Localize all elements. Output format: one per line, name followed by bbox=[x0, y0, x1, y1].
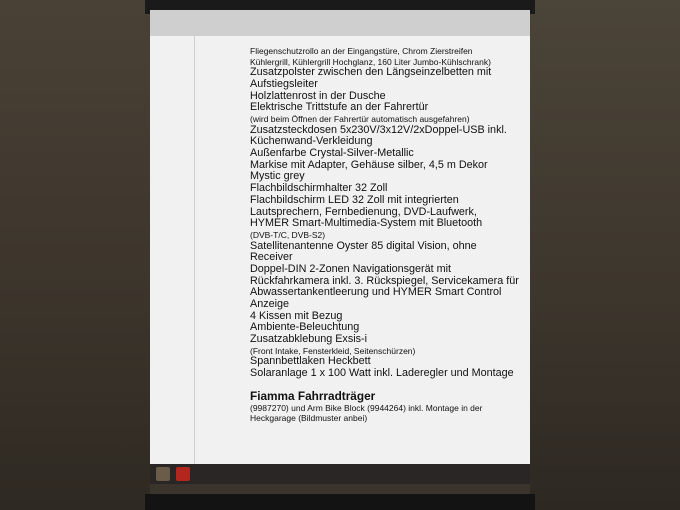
document-line: Ambiente-Beleuchtung bbox=[250, 321, 360, 334]
document-content bbox=[250, 46, 520, 424]
document-line: Kühlergrill, Kühlergrill Hochglanz, 160 Liter Jumbo-Kühlschrank) bbox=[250, 56, 491, 67]
document-line: Küchenwand-Verkleidung bbox=[250, 135, 373, 148]
app-icon[interactable] bbox=[156, 467, 170, 481]
document-line: Zusatzabklebung Exsis-i bbox=[250, 333, 368, 346]
document-line: Lautsprechern, Fernbedienung, DVD-Laufwerk, bbox=[250, 205, 477, 218]
document-line: Abwassertankentleerung und HYMER Smart Control bbox=[250, 286, 502, 299]
section-gap bbox=[250, 380, 520, 389]
photo-background-left bbox=[0, 0, 150, 510]
section-detail-line: Heckgarage (Bildmuster anbei) bbox=[250, 413, 368, 424]
document-line: Receiver bbox=[250, 251, 293, 264]
document-line: 4 Kissen mit Bezug bbox=[250, 309, 343, 322]
document-line: Spannbettlaken Heckbett bbox=[250, 355, 371, 368]
viewer-toolbar bbox=[150, 10, 530, 37]
document-line: Flachbildschirm LED 32 Zoll mit integrierten bbox=[250, 193, 459, 206]
document-line: Doppel-DIN 2-Zonen Navigationsgerät mit bbox=[250, 262, 452, 275]
document-line: HYMER Smart-Multimedia-System mit Bluetooth bbox=[250, 217, 483, 230]
monitor-screen bbox=[150, 10, 530, 484]
document-line: Zusatzpolster zwischen den Längseinzelbetten mit bbox=[250, 66, 492, 79]
document-line: Fliegenschutzrollo an der Eingangstüre, Chrom Zierstreifen bbox=[250, 46, 473, 56]
document-line: Flachbildschirmhalter 32 Zoll bbox=[250, 182, 388, 195]
taskbar bbox=[150, 464, 530, 484]
document-line: (DVB-T/C, DVB-S2) bbox=[250, 229, 326, 240]
document-line: Solaranlage 1 x 100 Watt inkl. Laderegler und Montage bbox=[250, 367, 514, 380]
document-line: Außenfarbe Crystal-Silver-Metallic bbox=[250, 147, 414, 159]
document-line: Markise mit Adapter, Gehäuse silber, 4,5 m Dekor bbox=[250, 158, 488, 171]
document-line: (wird beim Öffnen der Fahrertür automatisch ausgefahren) bbox=[250, 114, 470, 124]
document-line: Zusatzsteckdosen 5x230V/3x12V/2xDoppel-USB inkl. bbox=[250, 123, 507, 136]
document-line: Elektrische Trittstufe an der Fahrertür bbox=[250, 101, 429, 114]
document-line: Holzlattenrost in der Dusche bbox=[250, 89, 386, 102]
document-line: Satellitenantenne Oyster 85 digital Vision, ohne bbox=[250, 239, 477, 252]
document-line: Aufstiegsleiter bbox=[250, 77, 318, 90]
document-line: Anzeige bbox=[250, 298, 290, 311]
photo-background-right bbox=[530, 0, 680, 510]
section-detail-line: (9987270) und Arm Bike Block (9944264) inkl. Montage in der bbox=[250, 402, 483, 413]
monitor-bezel-bottom bbox=[145, 494, 535, 510]
pdf-icon[interactable] bbox=[176, 467, 190, 481]
section-heading: Fiamma Fahrradträger bbox=[250, 388, 376, 403]
page-margin-line bbox=[194, 36, 195, 484]
document-line: (Front Intake, Fensterkleid, Seitenschürzen) bbox=[250, 345, 416, 356]
document-line: Rückfahrkamera inkl. 3. Rückspiegel, Servicekamera für bbox=[250, 274, 519, 287]
document-line: Mystic grey bbox=[250, 170, 305, 183]
